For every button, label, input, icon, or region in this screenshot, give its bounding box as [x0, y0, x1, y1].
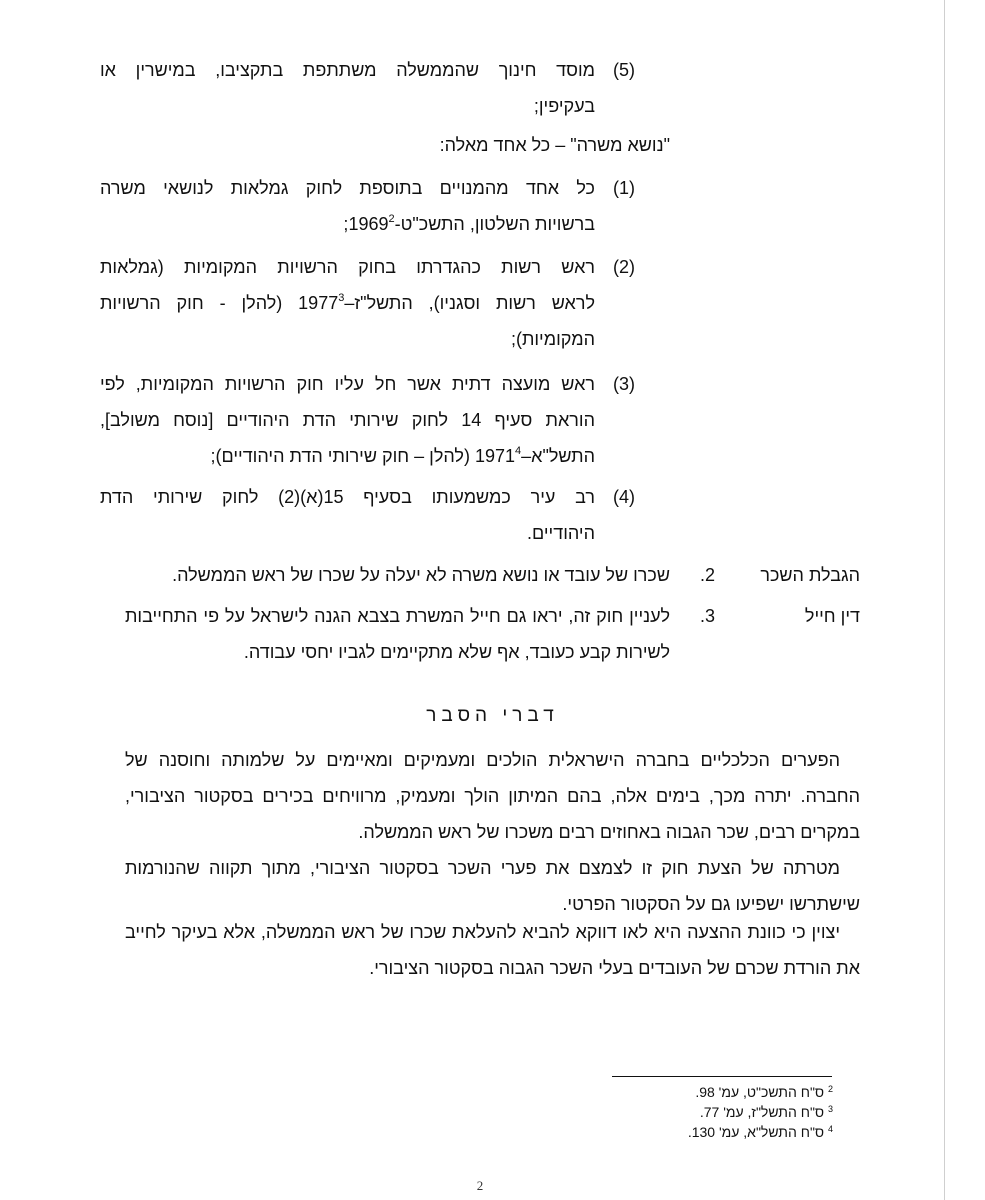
section-side-heading: דין חייל — [804, 606, 860, 626]
definition-heading: "נושא משרה" – כל אחד מאלה: — [439, 135, 670, 155]
explanation-paragraph-2: מטרתה של הצעת חוק זו לצמצם את פערי השכר בסקטור הציבורי, מתוך תקווה שהנורמות שישתרשו ישפיעו גם על הסקטור הפרטי. — [125, 858, 860, 914]
definition-text: ראש מועצה דתית אשר חל עליו חוק הרשויות המקומיות, לפי הוראת סעיף 14 לחוק שירותי הדת היהודיים [נוסח משולב], התשל"א–1971$^4$ (להלן – חוק שירותי הדת היהודיים); — [100, 374, 595, 466]
definition-text: כל אחד מהמנויים בתוספת לחוק גמלאות לנושאי משרה ברשויות השלטון, התשכ"ט-1969$^2$; — [100, 178, 595, 234]
explanation-paragraph-3: יצוין כי כוונת ההצעה היא לאו דווקא להביא להעלאת שכרו של ראש הממשלה, אלא בעיקר לחייב את הורדת שכרם של העובדים בעלי השכר הגבוה בסקטור הציבורי. — [125, 922, 860, 978]
footnote-separator — [612, 1076, 832, 1077]
definition-number: (1) — [612, 178, 635, 198]
footnote-3: $^3$ ס"ח התשל"ז, עמ' 77. — [699, 1104, 833, 1120]
subsection-number: (5) — [612, 60, 635, 80]
section-number: 2. — [699, 565, 715, 585]
page-number: 2 — [476, 1178, 484, 1193]
explanation-paragraph-1: הפערים הכלכליים בחברה הישראלית הולכים ומעמיקים ומאיימים על שלמותה וחוסנה של החברה. יתרה מכך, בימים אלה, בהם המיתון הולך ומעמיק, מרוויחים בכירים בסקטור הציבורי, במקרים רבים, שכר הגבוה באחוזים רבים משכרו של ראש הממשלה. — [125, 750, 860, 842]
footnote-4: $^4$ ס"ח התשל"א, עמ' 130. — [687, 1124, 833, 1140]
section-side-heading: הגבלת השכר — [760, 565, 860, 585]
footnote-ref: 2 — [388, 213, 395, 225]
definition-number: (2) — [612, 257, 635, 277]
subsection-text: מוסד חינוך שהממשלה משתתפת בתקציבו, במישרין או בעקיפין; — [100, 60, 595, 116]
footnote-ref: 4 — [515, 445, 522, 457]
definition-text: רב עיר כמשמעותו בסעיף 15(א)(2) לחוק שירותי הדת היהודיים. — [100, 487, 595, 543]
section-text: שכרו של עובד או נושא משרה לא יעלה על שכרו של ראש הממשלה. — [172, 565, 670, 585]
footnotes — [688, 1082, 833, 1142]
definition-number: (3) — [612, 374, 635, 394]
footnote-ref: 3 — [338, 292, 345, 304]
section-text: לעניין חוק זה, יראו גם חייל המשרת בצבא הגנה לישראל על פי התחייבות לשירות קבע כעובד, אף שלא מתקיימים לגביו יחסי עבודה. — [125, 606, 670, 662]
definition-number: (4) — [612, 487, 635, 507]
definition-text: ראש רשות כהגדרתו בחוק הרשויות המקומיות (גמלאות לראש רשות וסגניו), התשל"ז–1977$^3$ (להלן - חוק הרשויות המקומיות); — [100, 257, 595, 349]
explanation-title: דברי הסבר — [426, 705, 559, 726]
footnote-2: $^2$ ס"ח התשכ"ט, עמ' 98. — [695, 1084, 833, 1100]
section-number: 3. — [699, 606, 715, 626]
